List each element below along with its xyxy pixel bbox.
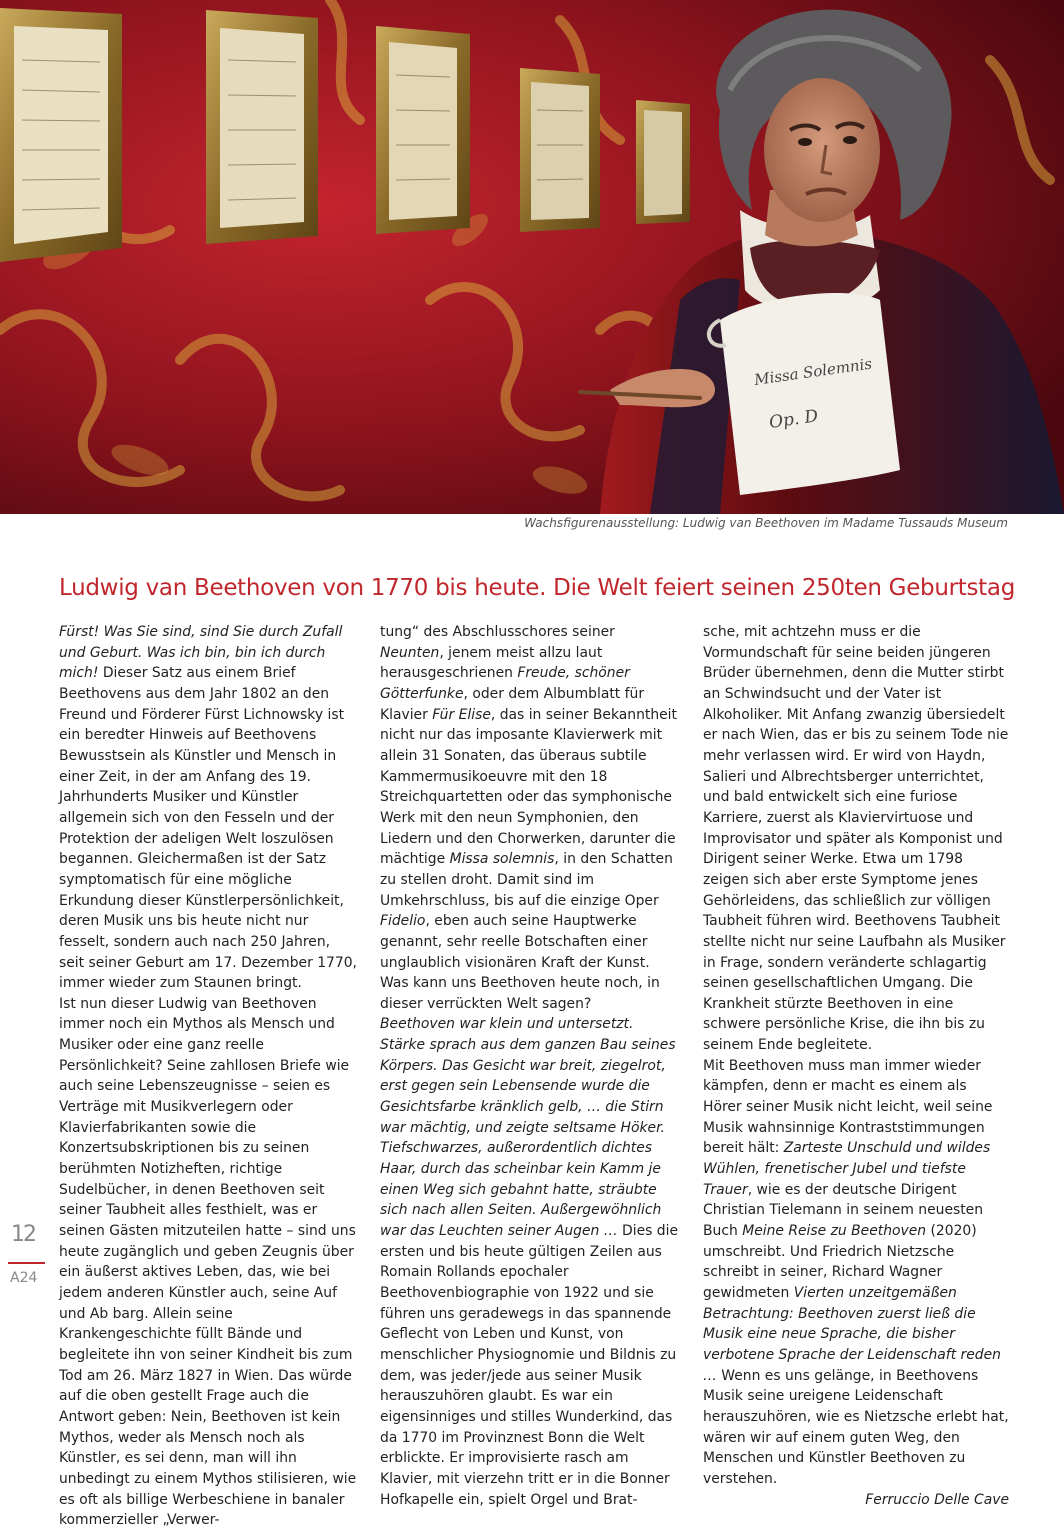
page-divider bbox=[8, 1262, 45, 1264]
body-text: (2020) umschreibt. Und Friedrich Nietzsche schreibt in seiner, Richard Wagner gewidmeten bbox=[703, 1223, 977, 1301]
article-column-3 bbox=[703, 622, 1009, 1510]
body-text: Dies die ersten und bis heute gültigen Zeilen aus Romain Rollands epochaler Beethovenbiographie von 1922 und sie führen uns geradewegs in das spannende Geflecht von Leben und Kunst, von menschlicher Physiognomie und Bildnis zu dem, was jeder/jede aus seiner Musik herauszuhören glaubt. Es war ein eigensinniges und stilles Wunderkind, das da 1770 im Provinznest Bonn die Welt erblickte. Er improvisierte rasch am Klavier, mit vierzehn tritt er in die Bonner Hofkapelle ein, spielt Orgel und Brat- bbox=[380, 1223, 679, 1508]
paragraph bbox=[59, 622, 357, 994]
body-text: Wenn es uns gelänge, in Beethovens Musik seine ureigene Leidenschaft herauszuhören, wie es Nietzsche erlebt hat, wären wir auf einem guten Weg, den Menschen und Künstler Beethoven zu verstehen. bbox=[703, 1367, 1009, 1487]
photo-caption: Wachsfigurenausstellung: Ludwig van Beethoven im Madame Tussauds Museum bbox=[524, 516, 1008, 530]
work-title: Für Elise bbox=[432, 706, 491, 723]
paragraph: Ist nun dieser Ludwig van Beethoven immer noch ein Mythos als Mensch und Musiker oder eine ganz reelle Persönlichkeit? Seine zahllosen Briefe wie auch seine Lebenszeugnisse – seien es Verträge mit Musikverlegern oder Klavierfabrikanten sowie die Konzertsubskriptionen bis zu seinen berühmten Notizheften, richtige Sudelbücher, in denen Beethoven seit seiner Taubheit alles festhielt, was er seinen Gästen mitzuteilen hatte – sind uns heute zugänglich und geben Zeugnis über ein äußerst aktives Leben, das, wie bei jedem anderen Künstler auch, seine Auf und Ab barg. Allein seine Krankengeschichte füllt Bände und begleitete ihn von seiner Kindheit bis zum Tod am 26. März 1827 in Wien. Das würde auf die oben gestellt Frage auch die Antwort geben: Nein, Beethoven ist kein Mythos, weder als Mensch noch als Künstler, es sei denn, man will ihn unbedingt zu einem Mythos stilisieren, wie es oft als billige Werbeschiene in banaler kommerzieller „Verwer- bbox=[59, 995, 357, 1529]
work-title: Neunten bbox=[380, 644, 440, 661]
body-text: , in den Schatten zu stellen droht. Damit sind im Umkehrschluss, bis auf die einzige Oper bbox=[380, 851, 673, 909]
article-headline: Ludwig van Beethoven von 1770 bis heute. Die Welt feiert seinen 250ten Geburtstag bbox=[59, 575, 1015, 601]
body-text: Dieser Satz aus einem Brief Beethovens aus dem Jahr 1802 an den Freund und Förderer Fürst Lichnowsky ist ein beredter Hinweis auf Beethovens Bewusstsein als Künstler und Mensch in einer Zeit, in der am Anfang des 19. Jahrhunderts Musiker und Künstler allgemein sich von den Fesseln und der Protektion der adeligen Welt loszulösen begannen. Gleichermaßen ist der Satz symptomatisch für eine mögliche Erkundung dieser Künstlerpersönlichkeit, deren Musik uns bis heute nicht nur fesselt, sondern auch nach 250 Jahren, seit seiner Geburt am 17. Dezember 1770, immer wieder zum Staunen bringt. bbox=[59, 665, 357, 992]
paragraph: sche, mit achtzehn muss er die Vormundschaft für seine beiden jüngeren Brüder übernehmen, denn die Mutter stirbt an Schwindsucht und der Vater ist Alkoholiker. Mit Anfang zwanzig übersiedelt er nach Wien, das er bis zu seinem Tode nie mehr verlassen wird. Er wird von Haydn, Salieri und Albrechtsberger unterrichtet, und bald entwickelt sich eine furiose Karriere, zuerst als Klaviervirtuose und Improvisator und später als Komponist und Dirigent seiner Werke. Etwa um 1798 zeigen sich aber erste Symptome jenes Gehörleidens, das schließlich zur völligen Taubheit führen wird. Beethovens Taubheit stellte nicht nur seine Laufbahn als Musiker in Frage, sondern veränderte schlagartig seinen gesellschaftlichen Umgang. Die Krankheit stürzte Beethoven in eine schwere persönliche Krise, die ihn bis zu seinem Ende begleitete. bbox=[703, 624, 1009, 1054]
score-inscription-line1: Missa Solemnis bbox=[753, 354, 874, 389]
paragraph: Was kann uns Beethoven heute noch, in dieser verrückten Welt sagen? bbox=[380, 975, 660, 1012]
body-text: Mit Beethoven muss man immer wieder kämpfen, denn er macht es einem als Hörer seiner Musik nicht leicht, weil seine Musik wahnsinnige Kontraststimmungen bereit hält: bbox=[703, 1057, 993, 1157]
body-text: , eben auch seine Hauptwerke genannt, sehr reelle Botschaften einer unglaublich visionären Kraft der Kunst. bbox=[380, 913, 650, 971]
body-text: , oder dem Albumblatt für Klavier bbox=[380, 685, 645, 723]
book-title: Meine Reise zu Beethoven bbox=[742, 1223, 927, 1240]
paragraph bbox=[380, 1014, 682, 1510]
quote-text: Beethoven war klein und untersetzt. Stärke sprach aus dem ganzen Bau seines Körpers. Das Gesicht war breit, ziegelrot, erst gegen sein Lebensende wurde die Gesichtsfarbe kränklich gelb, … die Stirn war mächtig, und zeigte seltsame Höker. Tiefschwarzes, außerordentlich dichtes Haar, durch das scheinbar kein Kamm je einen Weg sich gebahnt hatte, sträubte sich nach allen Seiten. Außergewöhnlich war das Leuchten seiner Augen … bbox=[380, 1016, 676, 1240]
article-author: Ferruccio Delle Cave bbox=[865, 1491, 1009, 1508]
body-text: tung“ des Abschlusschores seiner bbox=[380, 624, 615, 640]
work-title: Fidelio bbox=[380, 913, 426, 930]
body-text: , wie es der deutsche Dirigent Christian Tielemann in seinem neuesten Buch bbox=[703, 1181, 984, 1240]
issue-code: A24 bbox=[10, 1270, 38, 1286]
paragraph bbox=[703, 1056, 1009, 1490]
quote-text: Fürst! Was Sie sind, sind Sie durch Zufall und Geburt. Was ich bin, bin ich durch mich! bbox=[59, 624, 343, 682]
wax-figure-illustration bbox=[0, 0, 1064, 514]
article-column-1 bbox=[59, 622, 357, 1531]
quote-text: Vierten unzeitgemäßen Betrachtung: Beethoven zuerst ließ die Musik eine neue Sprache, die bisher verbotene Sprache der Leidenschaft reden … bbox=[703, 1285, 1001, 1384]
page-number: 12 bbox=[11, 1222, 35, 1247]
work-title: Freude, schöner Götterfunke bbox=[380, 665, 630, 702]
score-inscription-line2: Op. D bbox=[767, 406, 820, 433]
quote-text: Zarteste Unschuld und wildes Wühlen, frenetischer Jubel und tiefste Trauer bbox=[703, 1140, 991, 1198]
work-title: Missa solemnis bbox=[449, 851, 555, 868]
body-text: , jenem meist allzu laut herausgeschrienen bbox=[380, 644, 603, 682]
body-text: , das in seiner Bekanntheit nicht nur das imposante Klavierwerk mit allein 31 Sonaten, das überaus subtile Kammermusikoeuvre mit den 18 Streichquartetten oder das symphonische Werk mit den neun Symphonien, den Liedern und den Chorwerken, darunter die mächtige bbox=[380, 706, 677, 868]
article-column-2 bbox=[380, 622, 682, 1510]
hero-photo bbox=[0, 0, 1064, 514]
paragraph bbox=[380, 622, 682, 973]
